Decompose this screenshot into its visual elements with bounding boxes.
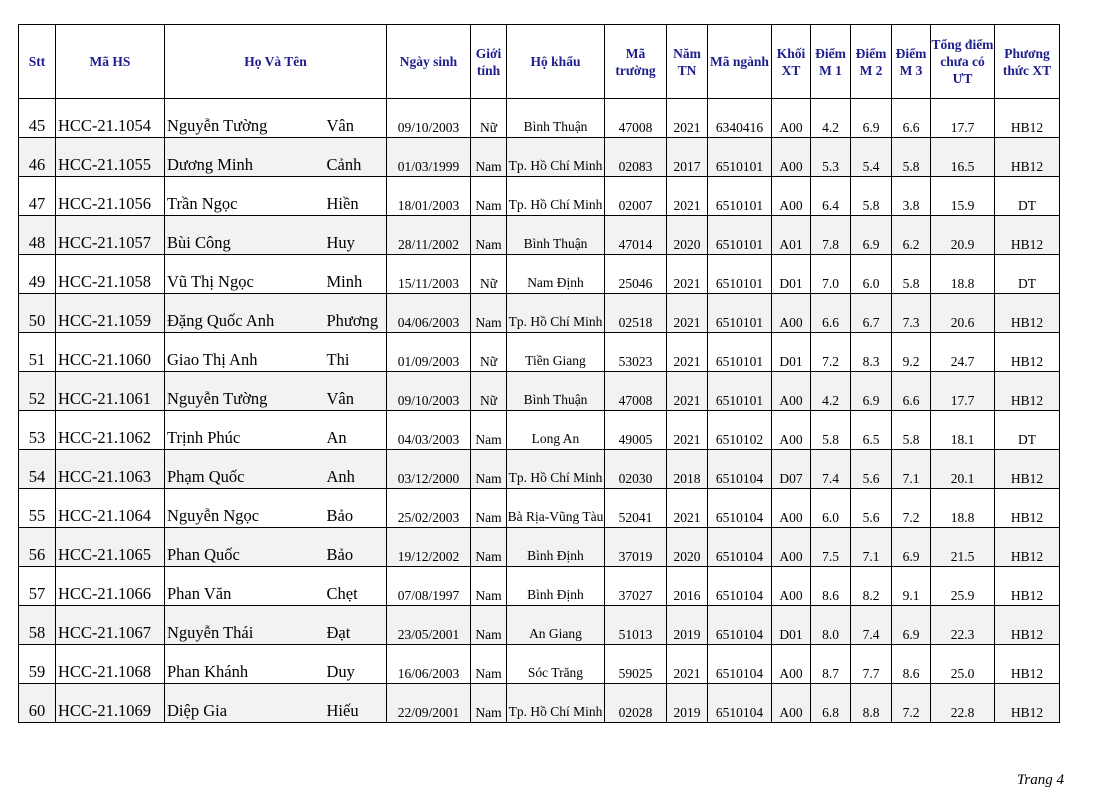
cell-gioi-tinh: Nam [471,294,507,333]
cell-ma-hs: HCC-21.1063 [56,450,165,489]
table-row [19,333,1060,372]
cell-stt: 49 [19,255,56,294]
cell-ten: Duy [323,645,387,684]
cell-stt: 46 [19,138,56,177]
table-row [19,411,1060,450]
cell-ma-hs: HCC-21.1058 [56,255,165,294]
cell-diem-m3: 9.1 [892,567,931,606]
cell-stt: 50 [19,294,56,333]
cell-diem-m3: 7.2 [892,684,931,723]
cell-nam-tn: 2018 [667,450,708,489]
cell-stt: 55 [19,489,56,528]
cell-diem-m2: 8.8 [851,684,892,723]
cell-ngay-sinh: 15/11/2003 [387,255,471,294]
table-row [19,177,1060,216]
cell-phuong-thuc: DT [995,177,1060,216]
cell-ma-hs: HCC-21.1059 [56,294,165,333]
cell-ten: Vân [323,372,387,411]
cell-diem-m1: 7.4 [811,450,851,489]
cell-diem-m3: 5.8 [892,138,931,177]
cell-khoi-xt: A00 [772,294,811,333]
cell-khoi-xt: A00 [772,489,811,528]
header-stt: Stt [19,25,56,99]
cell-phuong-thuc: DT [995,255,1060,294]
cell-ma-truong: 47008 [605,372,667,411]
cell-nam-tn: 2020 [667,216,708,255]
cell-ten: Đạt [323,606,387,645]
cell-diem-m3: 3.8 [892,177,931,216]
cell-phuong-thuc: HB12 [995,333,1060,372]
cell-diem-m1: 5.3 [811,138,851,177]
cell-ma-truong: 02007 [605,177,667,216]
cell-diem-m2: 6.9 [851,216,892,255]
cell-ho: Nguyễn Tường [165,372,323,411]
cell-diem-m2: 6.9 [851,372,892,411]
cell-phuong-thuc: HB12 [995,489,1060,528]
cell-stt: 58 [19,606,56,645]
cell-tong-diem: 25.0 [931,645,995,684]
cell-khoi-xt: D01 [772,255,811,294]
header-diem-m3: Điểm M 3 [892,25,931,99]
cell-ma-nganh: 6340416 [708,99,772,138]
cell-nam-tn: 2021 [667,99,708,138]
cell-nam-tn: 2017 [667,138,708,177]
cell-gioi-tinh: Nam [471,567,507,606]
cell-ho-khau: Tp. Hồ Chí Minh [507,684,605,723]
cell-ho: Đặng Quốc Anh [165,294,323,333]
cell-diem-m1: 4.2 [811,99,851,138]
cell-khoi-xt: D07 [772,450,811,489]
cell-diem-m3: 7.3 [892,294,931,333]
header-ma-hs: Mã HS [56,25,165,99]
cell-diem-m2: 6.5 [851,411,892,450]
table-row [19,606,1060,645]
cell-gioi-tinh: Nam [471,645,507,684]
cell-khoi-xt: D01 [772,333,811,372]
cell-nam-tn: 2021 [667,333,708,372]
cell-ma-nganh: 6510101 [708,216,772,255]
cell-ngay-sinh: 19/12/2002 [387,528,471,567]
cell-ma-nganh: 6510104 [708,684,772,723]
cell-tong-diem: 17.7 [931,372,995,411]
cell-ngay-sinh: 07/08/1997 [387,567,471,606]
cell-khoi-xt: A00 [772,372,811,411]
cell-ma-hs: HCC-21.1062 [56,411,165,450]
cell-nam-tn: 2016 [667,567,708,606]
cell-ho-khau: Bình Thuận [507,372,605,411]
cell-phuong-thuc: HB12 [995,606,1060,645]
cell-gioi-tinh: Nữ [471,99,507,138]
cell-nam-tn: 2021 [667,255,708,294]
cell-ngay-sinh: 18/01/2003 [387,177,471,216]
table-row [19,450,1060,489]
cell-ma-nganh: 6510102 [708,411,772,450]
cell-ma-nganh: 6510101 [708,255,772,294]
cell-ma-truong: 37019 [605,528,667,567]
table-row [19,99,1060,138]
cell-stt: 52 [19,372,56,411]
cell-diem-m1: 7.8 [811,216,851,255]
cell-nam-tn: 2021 [667,489,708,528]
cell-stt: 56 [19,528,56,567]
cell-ho-khau: Bình Định [507,528,605,567]
cell-diem-m3: 7.2 [892,489,931,528]
cell-ten: Anh [323,450,387,489]
cell-ngay-sinh: 04/03/2003 [387,411,471,450]
header-ho-khau: Hộ khẩu [507,25,605,99]
cell-ngay-sinh: 04/06/2003 [387,294,471,333]
cell-diem-m2: 6.0 [851,255,892,294]
cell-ten: Chẹt [323,567,387,606]
table-row [19,528,1060,567]
cell-tong-diem: 17.7 [931,99,995,138]
cell-ngay-sinh: 25/02/2003 [387,489,471,528]
cell-tong-diem: 20.9 [931,216,995,255]
cell-ma-hs: HCC-21.1069 [56,684,165,723]
cell-ngay-sinh: 23/05/2001 [387,606,471,645]
cell-ma-nganh: 6510104 [708,489,772,528]
table-row [19,489,1060,528]
cell-ho: Diệp Gia [165,684,323,723]
cell-khoi-xt: D01 [772,606,811,645]
cell-ma-truong: 02518 [605,294,667,333]
cell-ma-truong: 47014 [605,216,667,255]
cell-diem-m3: 7.1 [892,450,931,489]
cell-ho: Giao Thị Anh [165,333,323,372]
cell-ngay-sinh: 22/09/2001 [387,684,471,723]
cell-khoi-xt: A00 [772,567,811,606]
cell-nam-tn: 2019 [667,684,708,723]
cell-ma-truong: 51013 [605,606,667,645]
cell-diem-m2: 7.4 [851,606,892,645]
cell-ho: Nguyễn Tường [165,99,323,138]
cell-ho-khau: Long An [507,411,605,450]
cell-ma-nganh: 6510104 [708,606,772,645]
table-row [19,294,1060,333]
cell-diem-m2: 6.7 [851,294,892,333]
cell-nam-tn: 2021 [667,294,708,333]
cell-ma-nganh: 6510101 [708,333,772,372]
cell-ma-nganh: 6510101 [708,294,772,333]
cell-ma-hs: HCC-21.1065 [56,528,165,567]
cell-ten: Bảo [323,489,387,528]
cell-diem-m1: 7.5 [811,528,851,567]
cell-ma-truong: 02083 [605,138,667,177]
cell-diem-m3: 6.6 [892,99,931,138]
table-row [19,567,1060,606]
cell-diem-m2: 6.9 [851,99,892,138]
cell-tong-diem: 16.5 [931,138,995,177]
cell-khoi-xt: A00 [772,138,811,177]
cell-ho-khau: Bà Rịa-Vũng Tàu [507,489,605,528]
cell-ten: Bảo [323,528,387,567]
cell-ho-khau: Bình Thuận [507,99,605,138]
cell-ma-hs: HCC-21.1056 [56,177,165,216]
page-number: Trang 4 [1016,772,1064,788]
cell-stt: 45 [19,99,56,138]
cell-gioi-tinh: Nữ [471,372,507,411]
cell-diem-m1: 8.6 [811,567,851,606]
cell-ten: Vân [323,99,387,138]
cell-diem-m1: 6.8 [811,684,851,723]
cell-gioi-tinh: Nam [471,450,507,489]
cell-diem-m2: 7.7 [851,645,892,684]
cell-tong-diem: 24.7 [931,333,995,372]
cell-gioi-tinh: Nữ [471,333,507,372]
cell-ma-truong: 37027 [605,567,667,606]
cell-tong-diem: 21.5 [931,528,995,567]
cell-ma-hs: HCC-21.1068 [56,645,165,684]
cell-ma-hs: HCC-21.1057 [56,216,165,255]
cell-ten: Thi [323,333,387,372]
cell-khoi-xt: A00 [772,177,811,216]
cell-ma-nganh: 6510101 [708,177,772,216]
cell-diem-m1: 6.6 [811,294,851,333]
cell-ngay-sinh: 03/12/2000 [387,450,471,489]
cell-tong-diem: 20.6 [931,294,995,333]
table-row [19,372,1060,411]
cell-tong-diem: 25.9 [931,567,995,606]
table-body [19,99,1060,723]
cell-ma-truong: 59025 [605,645,667,684]
cell-diem-m1: 7.0 [811,255,851,294]
cell-ma-hs: HCC-21.1061 [56,372,165,411]
cell-ho-khau: Tp. Hồ Chí Minh [507,177,605,216]
cell-gioi-tinh: Nam [471,606,507,645]
cell-diem-m3: 6.2 [892,216,931,255]
cell-ma-hs: HCC-21.1055 [56,138,165,177]
table-row [19,255,1060,294]
cell-phuong-thuc: HB12 [995,528,1060,567]
cell-gioi-tinh: Nam [471,177,507,216]
cell-ho: Bùi Công [165,216,323,255]
cell-phuong-thuc: HB12 [995,567,1060,606]
cell-khoi-xt: A01 [772,216,811,255]
cell-diem-m3: 9.2 [892,333,931,372]
cell-ma-nganh: 6510101 [708,372,772,411]
cell-nam-tn: 2019 [667,606,708,645]
cell-phuong-thuc: HB12 [995,216,1060,255]
cell-khoi-xt: A00 [772,528,811,567]
cell-ten: Huy [323,216,387,255]
header-khoi-xt: Khối XT [772,25,811,99]
header-ma-nganh: Mã ngành [708,25,772,99]
header-ngay-sinh: Ngày sinh [387,25,471,99]
header-phuong-thuc: Phương thức XT [995,25,1060,99]
cell-phuong-thuc: HB12 [995,138,1060,177]
cell-diem-m1: 6.0 [811,489,851,528]
cell-tong-diem: 15.9 [931,177,995,216]
admission-table [18,24,1060,723]
cell-ho: Phạm Quốc [165,450,323,489]
cell-tong-diem: 18.8 [931,255,995,294]
cell-ma-hs: HCC-21.1054 [56,99,165,138]
cell-ho-khau: Bình Thuận [507,216,605,255]
cell-diem-m3: 6.9 [892,606,931,645]
cell-ma-truong: 02028 [605,684,667,723]
cell-diem-m2: 5.8 [851,177,892,216]
cell-ma-nganh: 6510104 [708,645,772,684]
cell-phuong-thuc: HB12 [995,294,1060,333]
cell-khoi-xt: A00 [772,411,811,450]
table-row [19,216,1060,255]
cell-tong-diem: 18.8 [931,489,995,528]
cell-ten: Hiếu [323,684,387,723]
cell-gioi-tinh: Nam [471,138,507,177]
cell-ma-nganh: 6510104 [708,528,772,567]
cell-ma-nganh: 6510101 [708,138,772,177]
cell-diem-m1: 8.0 [811,606,851,645]
cell-ma-nganh: 6510104 [708,567,772,606]
cell-diem-m2: 8.2 [851,567,892,606]
cell-diem-m3: 5.8 [892,255,931,294]
cell-ma-hs: HCC-21.1066 [56,567,165,606]
cell-ho: Phan Văn [165,567,323,606]
cell-ho-khau: An Giang [507,606,605,645]
cell-phuong-thuc: HB12 [995,450,1060,489]
cell-diem-m3: 6.9 [892,528,931,567]
cell-ngay-sinh: 01/09/2003 [387,333,471,372]
cell-ho: Trịnh Phúc [165,411,323,450]
cell-diem-m2: 5.4 [851,138,892,177]
cell-ma-truong: 02030 [605,450,667,489]
cell-stt: 57 [19,567,56,606]
header-diem-m2: Điểm M 2 [851,25,892,99]
cell-diem-m1: 7.2 [811,333,851,372]
cell-ngay-sinh: 09/10/2003 [387,99,471,138]
cell-gioi-tinh: Nữ [471,255,507,294]
cell-tong-diem: 18.1 [931,411,995,450]
cell-stt: 54 [19,450,56,489]
cell-ten: Minh [323,255,387,294]
header-tong-diem: Tổng điểm chưa có ƯT [931,25,995,99]
cell-stt: 51 [19,333,56,372]
cell-ma-truong: 52041 [605,489,667,528]
cell-ma-truong: 53023 [605,333,667,372]
cell-ten: Phương [323,294,387,333]
cell-phuong-thuc: HB12 [995,684,1060,723]
table-row [19,645,1060,684]
cell-diem-m1: 8.7 [811,645,851,684]
cell-gioi-tinh: Nam [471,684,507,723]
cell-stt: 53 [19,411,56,450]
cell-ngay-sinh: 28/11/2002 [387,216,471,255]
cell-ma-hs: HCC-21.1064 [56,489,165,528]
cell-phuong-thuc: HB12 [995,99,1060,138]
cell-ma-truong: 49005 [605,411,667,450]
cell-khoi-xt: A00 [772,684,811,723]
header-ma-truong: Mã trường [605,25,667,99]
cell-ho: Nguyễn Ngọc [165,489,323,528]
cell-khoi-xt: A00 [772,99,811,138]
cell-ho-khau: Tp. Hồ Chí Minh [507,138,605,177]
cell-ho-khau: Tiền Giang [507,333,605,372]
cell-phuong-thuc: HB12 [995,372,1060,411]
cell-tong-diem: 22.3 [931,606,995,645]
cell-stt: 47 [19,177,56,216]
header-ho-ten: Họ Và Tên [165,25,387,99]
cell-ten: Hiền [323,177,387,216]
cell-nam-tn: 2021 [667,372,708,411]
cell-ho: Nguyễn Thái [165,606,323,645]
cell-diem-m2: 7.1 [851,528,892,567]
cell-phuong-thuc: HB12 [995,645,1060,684]
cell-tong-diem: 20.1 [931,450,995,489]
cell-gioi-tinh: Nam [471,528,507,567]
cell-stt: 48 [19,216,56,255]
cell-diem-m2: 8.3 [851,333,892,372]
cell-ho: Dương Minh [165,138,323,177]
header-gioi-tinh: Giới tính [471,25,507,99]
cell-ten: An [323,411,387,450]
cell-stt: 60 [19,684,56,723]
cell-ngay-sinh: 16/06/2003 [387,645,471,684]
cell-gioi-tinh: Nam [471,489,507,528]
cell-diem-m1: 6.4 [811,177,851,216]
cell-ho-khau: Nam Định [507,255,605,294]
cell-gioi-tinh: Nam [471,216,507,255]
cell-ho: Trần Ngọc [165,177,323,216]
cell-ten: Cảnh [323,138,387,177]
cell-diem-m3: 6.6 [892,372,931,411]
cell-ho-khau: Sóc Trăng [507,645,605,684]
table-row [19,684,1060,723]
cell-diem-m1: 4.2 [811,372,851,411]
cell-ho-khau: Bình Định [507,567,605,606]
cell-ho: Vũ Thị Ngọc [165,255,323,294]
cell-ma-hs: HCC-21.1060 [56,333,165,372]
cell-nam-tn: 2020 [667,528,708,567]
header-diem-m1: Điểm M 1 [811,25,851,99]
cell-nam-tn: 2021 [667,645,708,684]
cell-ho: Phan Quốc [165,528,323,567]
cell-diem-m1: 5.8 [811,411,851,450]
cell-ma-hs: HCC-21.1067 [56,606,165,645]
header-row [19,25,1060,99]
cell-ma-nganh: 6510104 [708,450,772,489]
header-nam-tn: Năm TN [667,25,708,99]
cell-ho-khau: Tp. Hồ Chí Minh [507,294,605,333]
cell-ngay-sinh: 09/10/2003 [387,372,471,411]
cell-stt: 59 [19,645,56,684]
table-row [19,138,1060,177]
cell-tong-diem: 22.8 [931,684,995,723]
cell-nam-tn: 2021 [667,177,708,216]
cell-diem-m3: 5.8 [892,411,931,450]
cell-ma-truong: 25046 [605,255,667,294]
cell-diem-m3: 8.6 [892,645,931,684]
cell-ho: Phan Khánh [165,645,323,684]
cell-gioi-tinh: Nam [471,411,507,450]
cell-ngay-sinh: 01/03/1999 [387,138,471,177]
cell-ma-truong: 47008 [605,99,667,138]
cell-phuong-thuc: DT [995,411,1060,450]
cell-khoi-xt: A00 [772,645,811,684]
cell-diem-m2: 5.6 [851,450,892,489]
cell-diem-m2: 5.6 [851,489,892,528]
cell-ho-khau: Tp. Hồ Chí Minh [507,450,605,489]
cell-nam-tn: 2021 [667,411,708,450]
